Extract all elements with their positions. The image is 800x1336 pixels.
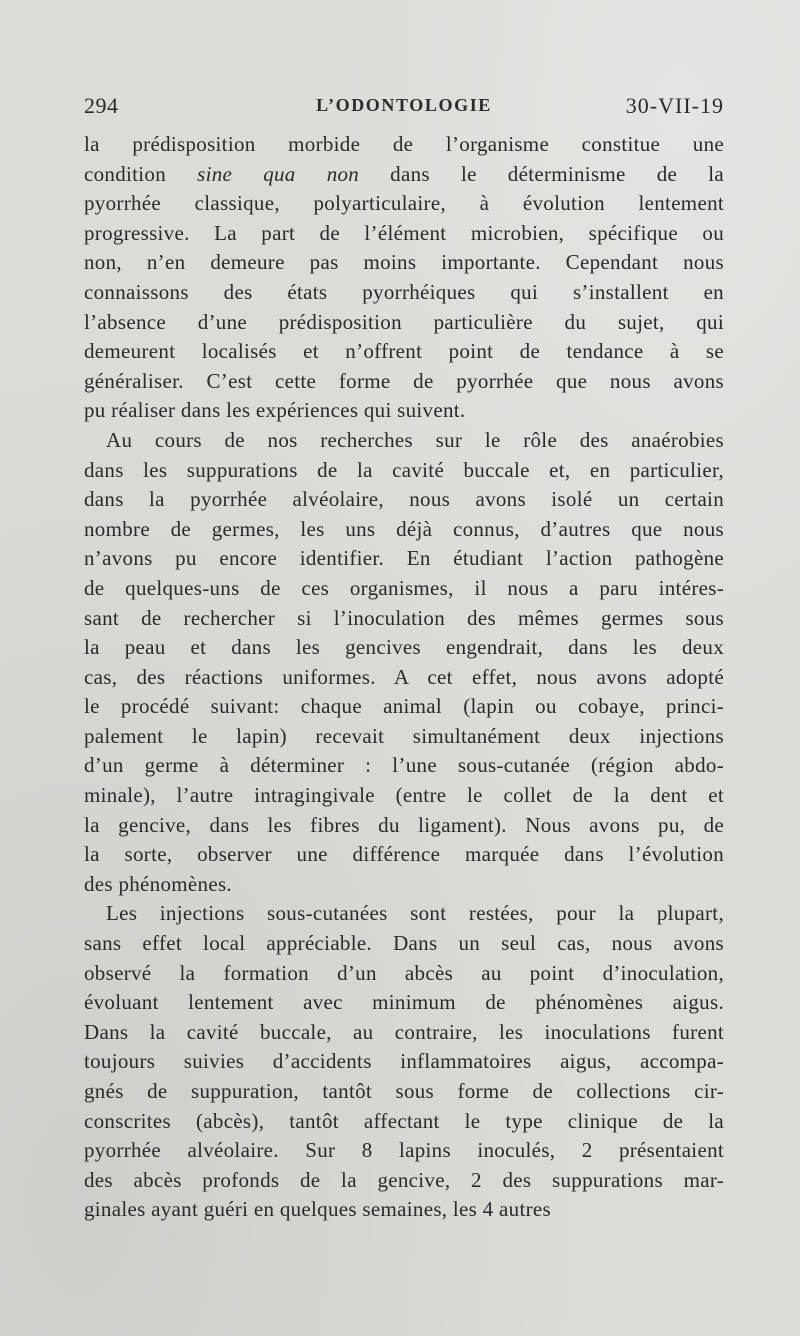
text-line: ginales ayant guéri en quelques semaines, les 4 autres (84, 1197, 551, 1222)
text-line: cas, des réactions uniformes. A cet effet, nous avons adopté (84, 664, 724, 689)
text-line: l’absence d’une prédisposition particulière du sujet, qui (84, 309, 724, 334)
text-line: Au cours de nos recherches sur le rôle des anaérobies (106, 427, 724, 452)
running-header (84, 93, 724, 123)
text-line: de quelques-uns de ces organismes, il nous a paru intéres- (84, 575, 724, 600)
text-line: Les injections sous-cutanées sont restées, pour la plupart, (106, 901, 724, 926)
text-line: le procédé suivant: chaque animal (lapin ou cobaye, princi- (84, 694, 724, 719)
text-line: dans la pyorrhée alvéolaire, nous avons isolé un certain (84, 487, 724, 512)
text-line: évoluant lentement avec minimum de phénomènes aigus. (84, 990, 724, 1015)
text-line: progressive. La part de l’élément microbien, spécifique ou (84, 220, 724, 245)
text-line: d’un germe à déterminer : l’une sous-cutanée (région abdo- (84, 753, 724, 778)
body-text (84, 130, 724, 1225)
text-line: dans les suppurations de la cavité buccale et, en particulier, (84, 457, 724, 482)
text-line: non, n’en demeure pas moins importante. Cependant nous (84, 250, 724, 275)
text-line: minale), l’autre intragingivale (entre le collet de la dent et (84, 783, 724, 808)
journal-title: L’ODONTOLOGIE (316, 95, 492, 115)
text-line: des phénomènes. (84, 871, 232, 896)
text-line: gnés de suppuration, tantôt sous forme de collections cir- (84, 1079, 724, 1103)
text-line: observé la formation d’un abcès au point d’inoculation, (84, 960, 724, 985)
text-line: la prédisposition morbide de l’organisme constitue une (84, 132, 724, 156)
text-line: sant de rechercher si l’inoculation des mêmes germes sous (84, 605, 724, 630)
text-line: connaissons des états pyorrhéiques qui s’installent en (84, 279, 724, 304)
text-line: des abcès profonds de la gencive, 2 des suppurations mar- (84, 1167, 724, 1192)
text-line: demeurent localisés et n’offrent point de tendance à se (84, 339, 724, 364)
text-line: pu réaliser dans les expériences qui suivent. (84, 398, 466, 423)
text-line: palement le lapin) recevait simultanément deux injections (84, 723, 724, 748)
text-line: généraliser. C’est cette forme de pyorrhée que nous avons (84, 368, 724, 393)
text-line: sans effet local appréciable. Dans un seul cas, nous avons (84, 931, 724, 956)
text-line: Dans la cavité buccale, au contraire, les inoculations furent (84, 1019, 724, 1044)
text-line: pyorrhée classique, polyarticulaire, à évolution lentement (84, 191, 724, 216)
text-line: condition sine qua non dans le déterminisme de la (84, 161, 724, 186)
text-line: toujours suivies d’accidents inflammatoires aigus, accompa- (84, 1049, 724, 1074)
text-line: la sorte, observer une différence marquée dans l’évolution (84, 842, 724, 867)
issue-date: 30-VII-19 (625, 93, 724, 118)
text-line: la gencive, dans les fibres du ligament). Nous avons pu, de (84, 812, 724, 837)
text-line: conscrites (abcès), tantôt affectant le type clinique de la (84, 1108, 724, 1133)
page-number: 294 (84, 93, 119, 118)
text-line: pyorrhée alvéolaire. Sur 8 lapins inoculés, 2 présentaient (84, 1138, 724, 1163)
text-line: nombre de germes, les uns déjà connus, d’autres que nous (84, 516, 724, 541)
text-line: n’avons pu encore identifier. En étudiant l’action pathogène (84, 546, 724, 571)
italic-phrase: sine qua non (197, 161, 360, 186)
text-line: la peau et dans les gencives engendrait, dans les deux (84, 635, 724, 660)
